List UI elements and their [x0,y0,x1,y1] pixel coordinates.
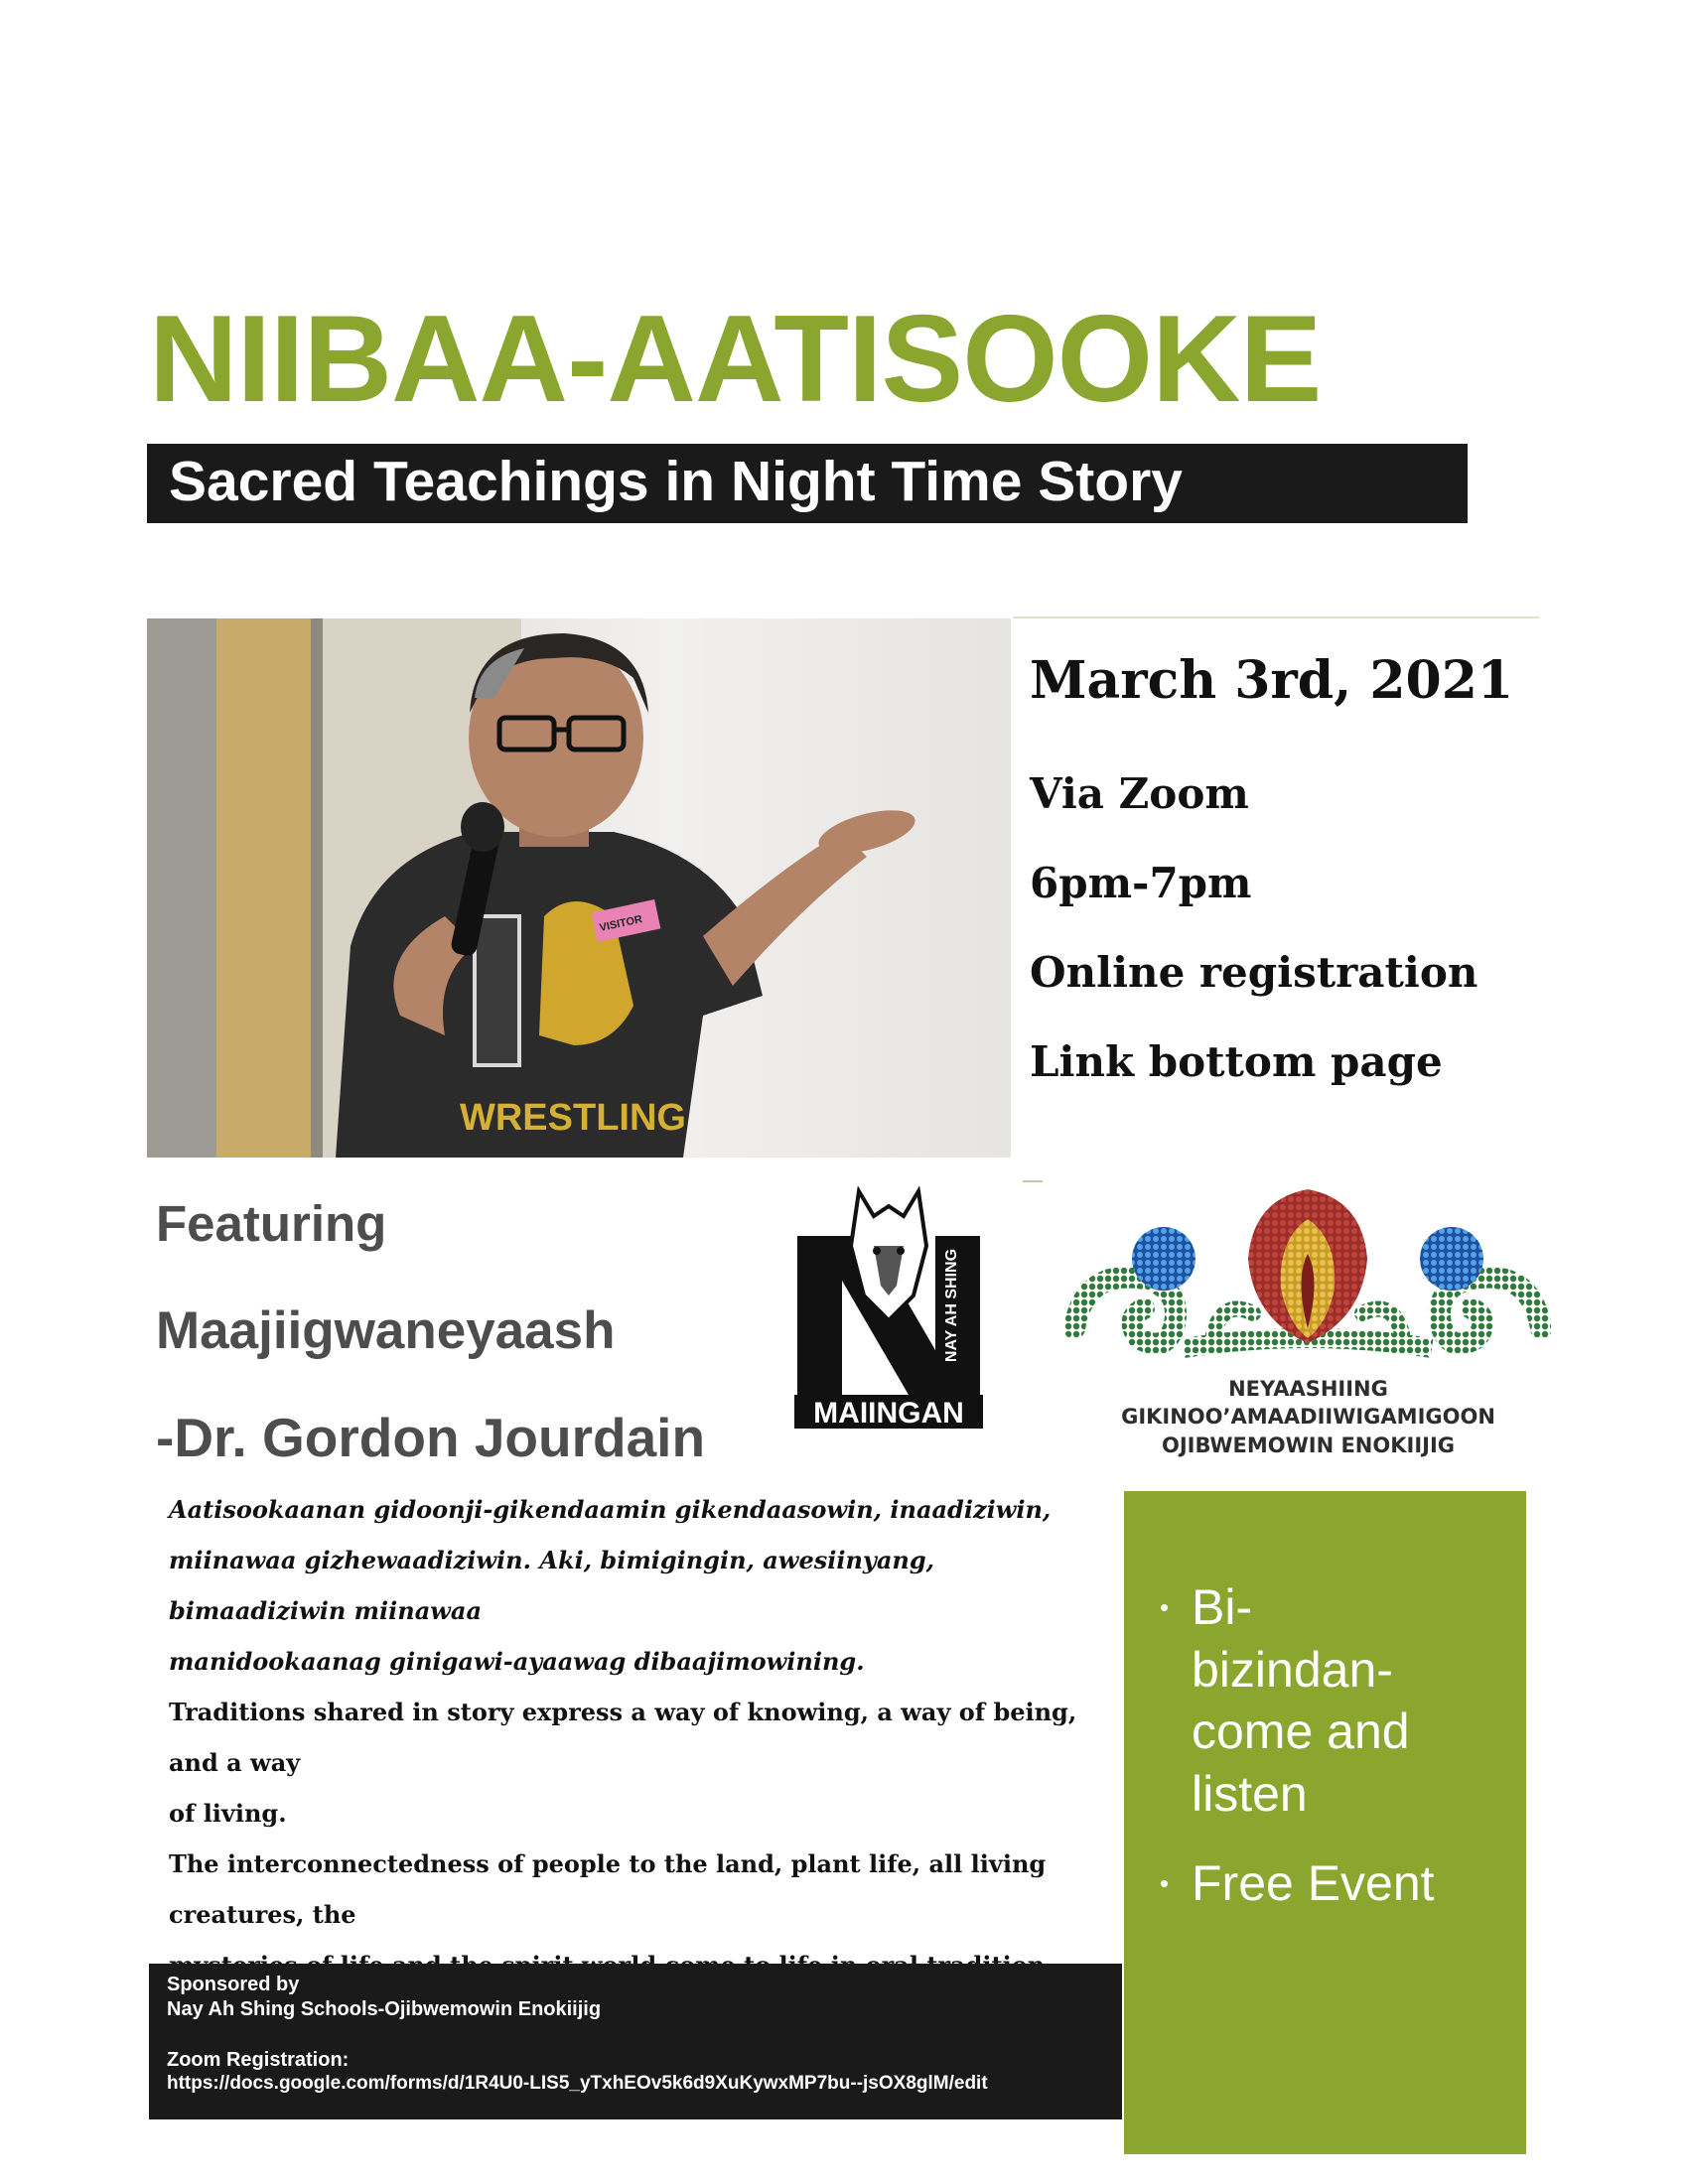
divider-line [1013,616,1539,618]
event-date: March 3rd, 2021 [1030,650,1514,711]
highlight-come-and-listen: • Bi- bizindan- come and listen [1152,1576,1519,1825]
speaker-name-ojibwe: Maajiigwaneyaash [156,1301,616,1360]
highlights-list [1152,1576,1519,1943]
sponsor-name: Nay Ah Shing Schools-Ojibwemowin Enokiijig [167,1998,602,2020]
english-line: of living. [169,1799,287,1828]
zoom-registration-link[interactable]: https://docs.google.com/forms/d/1R4U0-LIS5_yTxhEOv5k6d9XuKywxMP7bu--jsOX8glM/edit [167,2073,988,2094]
english-line: Traditions shared in story express a way of knowing, a way of being, and a way [169,1698,1077,1777]
speaker-photo [147,618,1011,1158]
speaker-name: -Dr. Gordon Jourdain [156,1407,706,1468]
featuring-label: Featuring [156,1195,387,1252]
event-link-note: Link bottom page [1030,1037,1443,1086]
flyer-subtitle: Sacred Teachings in Night Time Story [169,450,1183,513]
beadwork-caption-line-1: NEYAASHIING GIKINOO’AMAADIIWIGAMIGOON [1121,1377,1495,1430]
ojibwe-line: manidookaanag ginigawi-ayaawag dibaajimowining. [169,1647,865,1676]
shirt-text: WRESTLING [460,1097,686,1139]
maiingan-logo [789,1186,988,1430]
english-line: The interconnectedness of people to the land, plant life, all living creatures, the [169,1849,1047,1929]
flyer-title: NIIBAA-AATISOOKE [149,291,1322,428]
highlight-free-event: • Free Event [1152,1852,1519,1915]
wolf-logo-vertical-text: NAY AH SHING [943,1248,960,1363]
beadwork-logo-caption [1067,1375,1549,1459]
ojibwe-line: Aatisookaanan gidoonji-gikendaamin gikendaasowin, inaadiziwin, [169,1495,1052,1524]
event-location: Via Zoom [1030,769,1249,818]
beadwork-caption-line-2: OJIBWEMOWIN ENOKIIJIG [1162,1433,1455,1457]
description [169,1484,1122,1990]
wolf-logo-banner-text: MAIINGAN [813,1397,964,1430]
sponsor-label: Sponsored by [167,1974,300,1995]
event-registration: Online registration [1030,948,1478,997]
ojibwe-line: miinawaa gizhewaadiziwin. Aki, bimigingin, awesiinyang, [169,1546,934,1574]
ojibwe-line: bimaadiziwin miinawaa [169,1596,483,1625]
visitor-badge-text: VISITOR [598,913,644,935]
small-divider [1023,1180,1043,1182]
event-time: 6pm-7pm [1030,859,1252,907]
zoom-registration-label: Zoom Registration: [167,2049,350,2071]
